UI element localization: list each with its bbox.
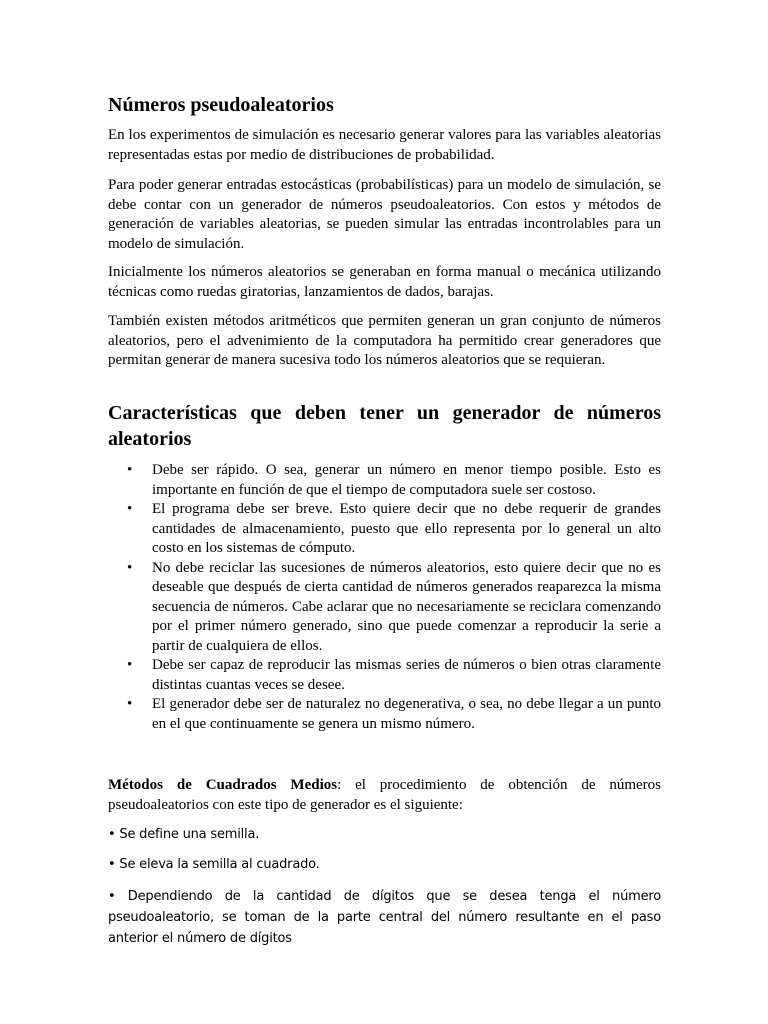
bullet-icon: • <box>127 696 133 712</box>
paragraph-2: Para poder generar entradas estocásticas (probabilísticas) para un modelo de simulación, se debe contar con un generador de números pseudoaleatorios. Con estos y métodos de generación de variables aleatorias, se pueden simular las entradas incontrolables para un modelo de simulación. <box>108 177 661 252</box>
paragraph-1: En los experimentos de simulación es necesario generar valores para las variables aleatorias representadas estas por medio de distribuciones de probabilidad. <box>108 127 661 163</box>
bullet-icon: • <box>127 501 133 517</box>
method-step-2: • Se eleva la semilla al cuadrado. <box>108 857 320 872</box>
list-item <box>108 656 661 695</box>
list-item-text: Debe ser rápido. O sea, generar un número en menor tiempo posible. Esto es importante en función de que el tiempo de computadora suele ser costoso. <box>152 462 661 498</box>
list-item-text: No debe reciclar las sucesiones de números aleatorios, esto quiere decir que no es deseable que después de cierta cantidad de números generados reaparezca la misma secuencia de números. Cabe aclarar que no necesariamente se reciclara comenzando por el primer número generado, sino que puede comenzar a reproducir la serie a partir de cualquiera de ellos. <box>152 559 661 654</box>
method-step-1: • Se define una semilla. <box>108 827 260 842</box>
section-heading-line2: aleatorios <box>108 428 192 450</box>
bullet-icon: • <box>127 462 133 478</box>
list-item-text: El generador debe ser de naturalez no degenerativa, o sea, no debe llegar a un punto en el que continuamente se genera un mismo número. <box>152 696 661 732</box>
section-heading <box>108 400 661 452</box>
method-name: Métodos de Cuadrados Medios <box>108 777 338 793</box>
section-heading-line1: Características que deben tener un generador de números <box>108 402 661 424</box>
list-item <box>108 500 661 559</box>
bullet-icon: • <box>127 657 133 673</box>
method-intro-text: : el procedimiento de obtención de números pseudoaleatorios con este tipo de generador es el siguiente: <box>108 777 661 813</box>
method-intro <box>108 776 661 815</box>
list-item <box>108 461 661 500</box>
bullet-icon: • <box>127 559 133 576</box>
paragraph-4: También existen métodos aritméticos que permiten generan un gran conjunto de números aleatorios, pero el advenimiento de la computadora ha permitido crear generadores que permitan generar de manera sucesiva todo los números aleatorios que se requieran. <box>108 313 661 368</box>
list-item-text: El programa debe ser breve. Esto quiere decir que no debe requerir de grandes cantidades de almacenamiento, puesto que ello representa por lo general un alto costo en los sistemas de cómputo. <box>152 501 661 556</box>
list-item <box>108 695 661 734</box>
list-item <box>108 559 661 657</box>
page-title: Números pseudoaleatorios <box>108 94 334 116</box>
method-step-3: • Dependiendo de la cantidad de dígitos que se desea tenga el número pseudoaleatorio, se toman de la parte central del número resultante en el paso anterior el número de dígitos <box>108 889 661 946</box>
list-item-text: Debe ser capaz de reproducir las mismas series de números o bien otras claramente distintas cuantas veces se desee. <box>152 657 661 693</box>
requirements-list <box>108 461 661 734</box>
paragraph-3: Inicialmente los números aleatorios se generaban en forma manual o mecánica utilizando técnicas como ruedas giratorias, lanzamientos de dados, barajas. <box>108 264 661 300</box>
